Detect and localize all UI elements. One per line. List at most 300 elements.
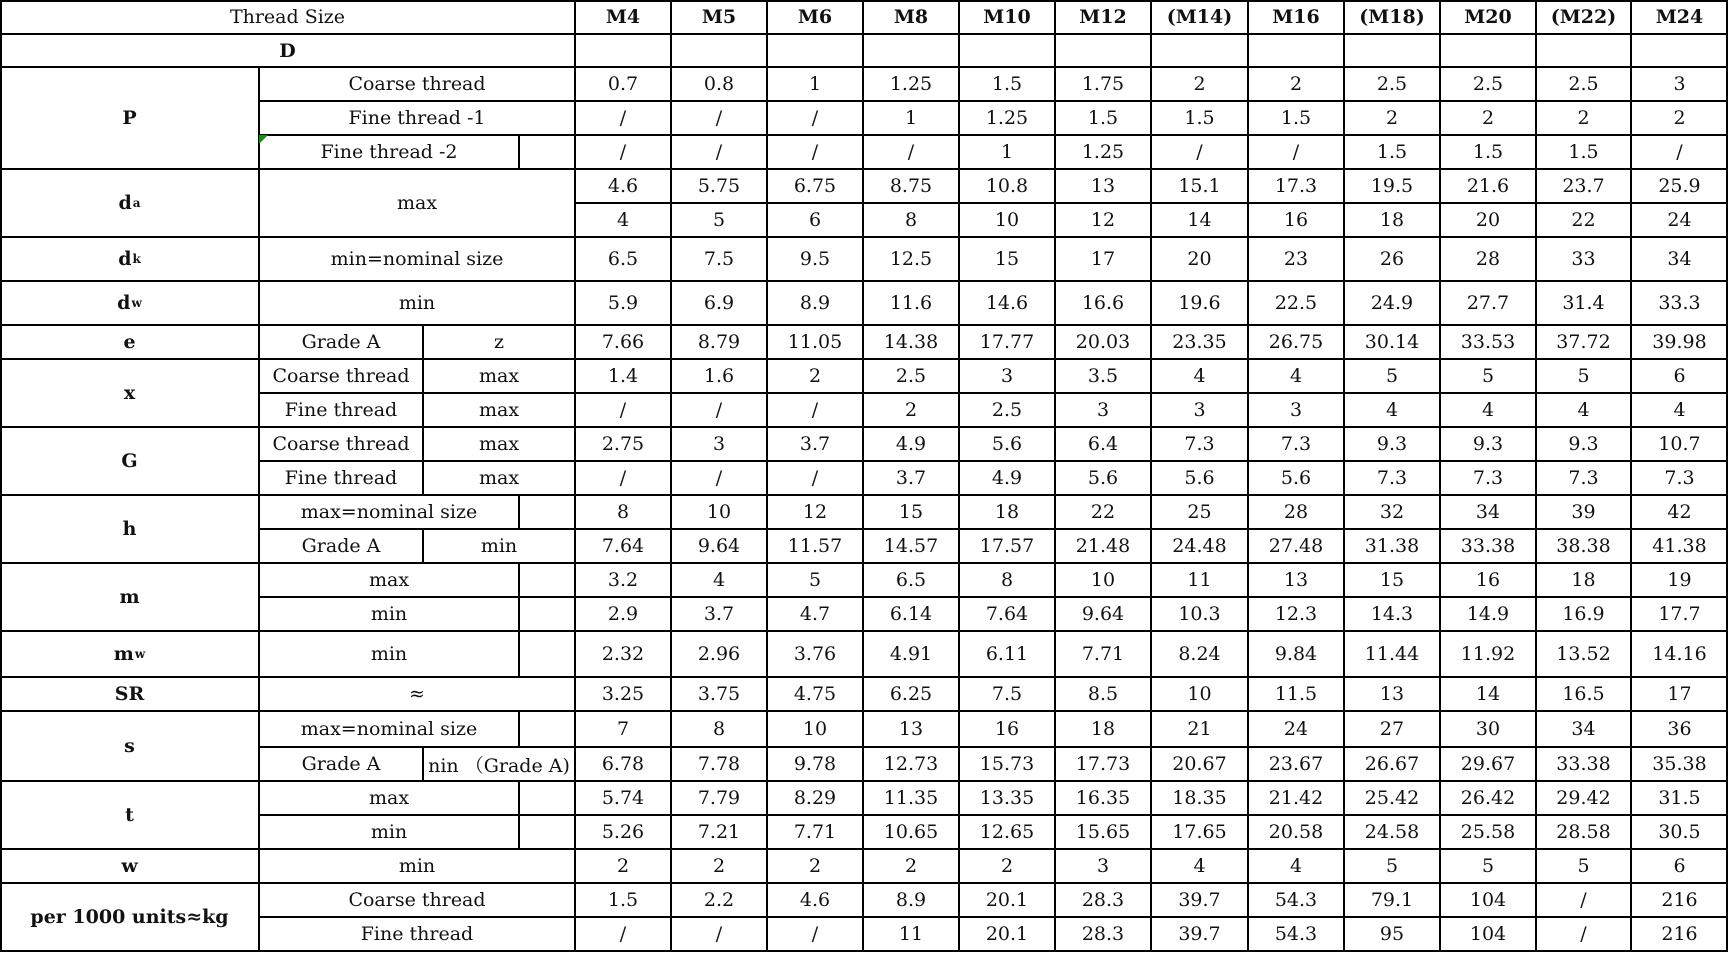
value-dw-0-8: 24.9 [1370,292,1414,314]
value-G-0-5: 6.4 [1087,433,1119,455]
value-da-1-8: 18 [1379,209,1405,231]
value-weight-1-5: 28.3 [1081,923,1125,945]
value-mw-0-5: 7.71 [1081,643,1125,665]
sub-label-weight-0: Coarse thread [348,889,486,911]
value-x-0-8: 5 [1385,365,1399,387]
sub-label-mw-0: min [370,643,408,665]
value-SR-0-8: 13 [1379,683,1405,705]
value-s-0-7: 24 [1283,718,1309,740]
value-weight-0-11: 216 [1661,889,1698,911]
sub-label2-x-0: max [478,365,520,387]
value-SR-0-9: 14 [1475,683,1501,705]
row-label-t: t [125,804,134,826]
value-P-2-5: 1.25 [1081,141,1125,163]
value-G-1-8: 7.3 [1376,467,1408,489]
value-t-1-10: 28.58 [1556,821,1611,843]
value-m-0-3: 6.5 [895,569,927,591]
value-h-1-10: 38.38 [1556,535,1611,557]
value-da-1-11: 24 [1667,209,1692,231]
sub-label-dw-0: min [398,292,436,314]
value-dk-0-1: 7.5 [703,248,735,270]
row-label-dk: d k [118,248,141,270]
value-m-1-5: 9.64 [1081,603,1125,625]
value-t-0-10: 29.42 [1556,787,1611,809]
value-SR-0-1: 3.75 [697,683,741,705]
value-weight-1-11: 216 [1661,923,1698,945]
value-m-0-1: 4 [712,569,726,591]
value-s-1-8: 26.67 [1364,753,1420,775]
header-col-M24: M24 [1655,6,1704,28]
value-P-2-11: / [1676,141,1683,163]
value-t-1-6: 17.65 [1172,821,1227,843]
value-SR-0-10: 16.5 [1562,683,1605,705]
value-P-2-8: 1.5 [1376,141,1408,163]
value-da-1-9: 20 [1475,209,1501,231]
value-G-1-9: 7.3 [1472,467,1504,489]
value-s-1-0: 6.78 [601,753,645,775]
value-da-0-0: 4.6 [607,175,639,197]
value-mw-0-7: 9.84 [1274,643,1318,665]
value-P-2-3: / [907,141,915,163]
value-weight-1-6: 39.7 [1178,923,1221,945]
value-mw-0-6: 8.24 [1178,643,1221,665]
row-label-P: P [122,107,137,129]
value-e-0-6: 23.35 [1172,331,1227,353]
value-G-0-11: 10.7 [1658,433,1701,455]
value-x-0-2: 2 [808,365,822,387]
value-w-0-6: 4 [1193,855,1206,877]
value-t-0-6: 18.35 [1172,787,1227,809]
value-mw-0-8: 11.44 [1364,643,1420,665]
value-m-1-0: 2.9 [607,603,639,625]
value-mw-0-3: 4.91 [889,643,933,665]
sub-label-da-max: max [396,192,438,214]
sub-label-dk-0: min=nominal size [330,248,504,270]
value-h-0-2: 12 [802,501,828,523]
value-t-0-3: 11.35 [883,787,939,809]
value-x-1-3: 2 [904,399,918,421]
sub-label-w-0: min [398,855,436,877]
value-G-1-10: 7.3 [1568,467,1599,489]
value-m-0-0: 3.2 [607,569,639,591]
value-t-0-5: 16.35 [1075,787,1131,809]
value-e-0-1: 8.79 [697,331,741,353]
value-weight-1-10: / [1580,923,1587,945]
value-w-0-10: 5 [1577,855,1590,877]
value-h-0-7: 28 [1283,501,1309,523]
row-label-w: w [121,855,138,877]
value-x-0-5: 3.5 [1087,365,1119,387]
value-P-1-2: / [811,107,819,129]
value-mw-0-1: 2.96 [697,643,741,665]
value-dw-0-2: 8.9 [799,292,831,314]
value-x-0-3: 2.5 [895,365,927,387]
header-col-M12: M12 [1079,6,1127,28]
value-D-0-11 [1631,34,1728,67]
sub-label-SR-0: ≈ [409,683,425,705]
value-weight-0-9: 104 [1469,889,1507,911]
value-x-1-1: / [715,399,723,421]
value-h-1-9: 33.38 [1460,535,1516,557]
value-P-2-1: / [715,141,723,163]
value-m-1-7: 12.3 [1274,603,1318,625]
header-col-M20: M20 [1464,6,1512,28]
value-SR-0-4: 7.5 [991,683,1023,705]
value-h-0-4: 18 [994,501,1020,523]
value-x-1-4: 2.5 [991,399,1023,421]
sub-label-P-2: Fine thread -2 [320,141,458,163]
value-D-0-0 [575,34,671,67]
value-m-1-1: 3.7 [703,603,735,625]
value-dk-0-6: 20 [1187,248,1212,270]
value-t-0-1: 7.79 [697,787,741,809]
value-dk-0-7: 23 [1283,248,1309,270]
value-s-0-0: 7 [616,718,630,740]
value-P-1-4: 1.25 [985,107,1029,129]
value-t-1-3: 10.65 [883,821,939,843]
value-x-1-0: / [619,399,627,421]
sub-label2-e-0: z [493,331,504,353]
value-s-1-7: 23.67 [1268,753,1324,775]
value-s-0-4: 16 [994,718,1020,740]
value-weight-1-2: / [811,923,819,945]
value-weight-0-8: 79.1 [1370,889,1414,911]
value-dw-0-0: 5.9 [607,292,639,314]
value-t-0-8: 25.42 [1364,787,1420,809]
value-weight-0-1: 2.2 [703,889,735,911]
value-dk-0-9: 28 [1475,248,1501,270]
header-col-M5: M5 [701,6,737,28]
value-m-0-7: 13 [1283,569,1309,591]
value-mw-0-9: 11.92 [1460,643,1516,665]
value-G-1-1: / [715,467,723,489]
header-col-M14: (M14) [1166,6,1233,28]
sub-label-x-1: Fine thread [284,399,398,421]
value-weight-1-4: 20.1 [985,923,1029,945]
value-s-1-10: 33.38 [1556,753,1611,775]
value-weight-0-2: 4.6 [799,889,831,911]
value-w-0-2: 2 [808,855,822,877]
value-t-1-7: 20.58 [1268,821,1324,843]
header-col-M10: M10 [983,6,1031,28]
value-D-0-7 [1248,34,1344,67]
value-P-0-6: 2 [1193,73,1206,95]
value-s-1-3: 12.73 [883,753,939,775]
value-P-0-10: 2.5 [1568,73,1599,95]
value-G-0-1: 3 [712,433,726,455]
value-dk-0-11: 34 [1667,248,1692,270]
value-h-1-0: 7.64 [601,535,645,557]
sub-label-e-0: Grade A [301,331,381,353]
value-da-1-2: 6 [808,209,822,231]
value-t-0-9: 26.42 [1460,787,1516,809]
value-dk-0-5: 17 [1090,248,1116,270]
value-G-0-3: 4.9 [895,433,927,455]
header-col-M22: (M22) [1550,6,1617,28]
value-P-2-4: 1 [1000,141,1014,163]
sub-label2-x-1: max [478,399,520,421]
value-h-1-2: 11.57 [787,535,843,557]
value-da-1-7: 16 [1283,209,1309,231]
value-dk-0-8: 26 [1379,248,1405,270]
value-h-0-6: 25 [1187,501,1212,523]
value-w-0-8: 5 [1385,855,1399,877]
row-label-D: D [279,39,296,62]
value-mw-0-11: 14.16 [1652,643,1707,665]
value-da-0-3: 8.75 [889,175,933,197]
row-label-e: e [123,331,136,353]
value-t-0-0: 5.74 [601,787,645,809]
value-P-0-1: 0.8 [703,73,735,95]
value-h-0-9: 34 [1475,501,1501,523]
value-m-1-2: 4.7 [799,603,831,625]
value-da-1-10: 22 [1571,209,1596,231]
value-t-1-0: 5.26 [601,821,645,843]
value-P-0-7: 2 [1289,73,1303,95]
value-s-0-2: 10 [802,718,828,740]
value-dk-0-10: 33 [1571,248,1596,270]
value-P-1-3: 1 [904,107,918,129]
value-dw-0-10: 31.4 [1562,292,1605,314]
header-thread-size-label: Thread Size [229,6,346,28]
value-P-2-6: / [1196,141,1203,163]
sub-label-G-0: Coarse thread [272,433,410,455]
value-m-1-10: 16.9 [1562,603,1605,625]
sub-label-m-0: max [368,569,410,591]
value-x-0-9: 5 [1481,365,1495,387]
value-da-1-1: 5 [712,209,726,231]
value-P-1-5: 1.5 [1087,107,1119,129]
value-G-1-2: / [811,467,819,489]
value-h-1-6: 24.48 [1172,535,1227,557]
value-s-0-8: 27 [1379,718,1405,740]
value-s-0-1: 8 [712,718,726,740]
header-col-M4: M4 [605,6,641,28]
value-h-0-3: 15 [898,501,924,523]
row-label-h: h [122,518,137,540]
value-G-0-8: 9.3 [1376,433,1408,455]
value-dk-0-3: 12.5 [889,248,933,270]
value-mw-0-0: 2.32 [601,643,645,665]
sub-label-P-1: Fine thread -1 [348,107,486,129]
value-P-2-9: 1.5 [1472,141,1504,163]
value-x-1-7: 3 [1289,399,1303,421]
value-w-0-11: 6 [1673,855,1686,877]
value-G-0-10: 9.3 [1568,433,1599,455]
value-dw-0-9: 27.7 [1466,292,1510,314]
value-h-0-1: 10 [706,501,732,523]
value-P-1-0: / [619,107,627,129]
value-P-1-9: 2 [1481,107,1495,129]
value-e-0-11: 39.98 [1652,331,1707,353]
row-label-weight: per 1000 units≈kg [30,906,229,928]
value-dw-0-1: 6.9 [703,292,735,314]
value-e-0-2: 11.05 [787,331,843,353]
value-h-0-8: 32 [1379,501,1405,523]
value-dw-0-6: 19.6 [1178,292,1221,314]
value-m-0-8: 15 [1379,569,1405,591]
value-da-1-6: 14 [1187,209,1212,231]
value-weight-1-0: / [619,923,627,945]
sub-label-t-0: max [368,787,410,809]
value-weight-1-9: 104 [1469,923,1507,945]
value-x-1-9: 4 [1481,399,1495,421]
value-G-0-2: 3.7 [799,433,831,455]
value-s-1-9: 29.67 [1460,753,1516,775]
value-G-0-6: 7.3 [1184,433,1215,455]
header-col-M8: M8 [893,6,929,28]
value-da-0-1: 5.75 [697,175,741,197]
value-h-0-5: 22 [1090,501,1116,523]
sub-label2-h-1: min [480,535,518,557]
sub-label-weight-1: Fine thread [360,923,474,945]
value-m-1-11: 17.7 [1658,603,1701,625]
sub-label-G-1: Fine thread [284,467,398,489]
value-weight-1-8: 95 [1379,923,1405,945]
value-dw-0-3: 11.6 [889,292,933,314]
row-label-m: m [119,586,140,608]
value-G-1-5: 5.6 [1087,467,1119,489]
value-SR-0-3: 6.25 [889,683,933,705]
value-SR-0-7: 11.5 [1274,683,1318,705]
value-t-1-8: 24.58 [1364,821,1420,843]
value-w-0-0: 2 [616,855,630,877]
value-m-0-6: 11 [1187,569,1212,591]
value-s-0-5: 18 [1090,718,1116,740]
value-P-0-3: 1.25 [889,73,933,95]
value-da-0-9: 21.6 [1466,175,1510,197]
value-G-1-11: 7.3 [1664,467,1695,489]
value-da-0-7: 17.3 [1274,175,1318,197]
sub-label-h-0: max=nominal size [300,501,478,523]
row-label-mw: m w [113,643,146,665]
value-mw-0-2: 3.76 [793,643,837,665]
value-D-0-1 [671,34,767,67]
value-P-1-10: 2 [1577,107,1590,129]
value-x-0-11: 6 [1673,365,1686,387]
value-m-1-3: 6.14 [889,603,933,625]
value-e-0-4: 17.77 [979,331,1035,353]
value-x-0-6: 4 [1193,365,1206,387]
value-D-0-5 [1055,34,1151,67]
value-m-0-11: 19 [1667,569,1692,591]
value-P-2-0: / [619,141,627,163]
value-t-0-4: 13.35 [979,787,1035,809]
value-G-0-7: 7.3 [1280,433,1312,455]
value-G-1-6: 5.6 [1184,467,1215,489]
value-P-1-1: / [715,107,723,129]
value-weight-0-10: / [1580,889,1587,911]
value-h-1-4: 17.57 [979,535,1035,557]
value-t-1-2: 7.71 [793,821,837,843]
value-dk-0-2: 9.5 [799,248,831,270]
value-h-0-11: 42 [1667,501,1692,523]
row-label-x: x [123,382,136,404]
value-da-0-5: 13 [1090,175,1116,197]
value-SR-0-5: 8.5 [1087,683,1119,705]
value-P-1-7: 1.5 [1280,107,1312,129]
value-x-0-0: 1.4 [607,365,639,387]
value-x-1-10: 4 [1577,399,1590,421]
value-da-1-4: 10 [994,209,1020,231]
value-da-1-0: 4 [616,209,630,231]
sub-label-P-0: Coarse thread [348,73,486,95]
value-h-1-5: 21.48 [1075,535,1131,557]
value-P-1-8: 2 [1385,107,1399,129]
row-label-s: s [124,735,135,757]
header-col-M6: M6 [797,6,833,28]
sub-label-s-1: Grade A [301,753,381,775]
value-weight-0-0: 1.5 [607,889,639,911]
value-weight-0-4: 20.1 [985,889,1029,911]
value-e-0-3: 14.38 [883,331,939,353]
value-weight-1-3: 11 [898,923,924,945]
value-x-1-2: / [811,399,819,421]
value-D-0-4 [959,34,1055,67]
value-mw-0-4: 6.11 [985,643,1029,665]
value-s-0-9: 30 [1475,718,1501,740]
value-G-0-4: 5.6 [991,433,1023,455]
row-label-SR: SR [114,683,145,705]
value-D-0-2 [767,34,863,67]
value-h-1-11: 41.38 [1652,535,1707,557]
value-P-2-2: / [811,141,819,163]
value-G-1-3: 3.7 [895,467,927,489]
value-SR-0-0: 3.25 [601,683,645,705]
value-dw-0-5: 16.6 [1081,292,1125,314]
cell-comment-marker-icon [259,135,268,144]
header-col-M18: (M18) [1359,6,1425,28]
value-e-0-8: 30.14 [1364,331,1420,353]
value-weight-0-5: 28.3 [1081,889,1125,911]
value-m-0-10: 18 [1571,569,1596,591]
value-mw-0-10: 13.52 [1556,643,1611,665]
value-s-0-3: 13 [898,718,924,740]
sub-label2-G-1: max [478,467,520,489]
value-weight-1-7: 54.3 [1274,923,1318,945]
value-t-1-4: 12.65 [979,821,1035,843]
value-m-0-5: 10 [1090,569,1116,591]
value-w-0-5: 3 [1096,855,1110,877]
value-m-0-9: 16 [1475,569,1501,591]
value-h-0-10: 39 [1571,501,1596,523]
value-t-1-11: 30.5 [1658,821,1701,843]
value-da-0-2: 6.75 [793,175,837,197]
value-da-1-5: 12 [1090,209,1116,231]
value-P-0-8: 2.5 [1376,73,1408,95]
row-label-dw: d w [117,292,142,314]
value-x-1-11: 4 [1673,399,1686,421]
value-D-0-10 [1536,34,1631,67]
value-D-0-9 [1440,34,1536,67]
value-t-1-9: 25.58 [1460,821,1516,843]
value-s-1-4: 15.73 [979,753,1035,775]
value-w-0-4: 2 [1000,855,1014,877]
value-h-1-7: 27.48 [1268,535,1324,557]
value-dk-0-0: 6.5 [607,248,639,270]
sub-label2-G-0: max [478,433,520,455]
value-m-1-4: 7.64 [985,603,1029,625]
value-D-0-3 [863,34,959,67]
value-t-0-11: 31.5 [1658,787,1701,809]
value-w-0-9: 5 [1481,855,1495,877]
value-P-0-4: 1.5 [991,73,1023,95]
sub-label-h-1: Grade A [301,535,381,557]
sub-label-t-1: min [370,821,408,843]
value-e-0-7: 26.75 [1268,331,1324,353]
value-SR-0-11: 17 [1667,683,1692,705]
value-x-0-7: 4 [1289,365,1303,387]
